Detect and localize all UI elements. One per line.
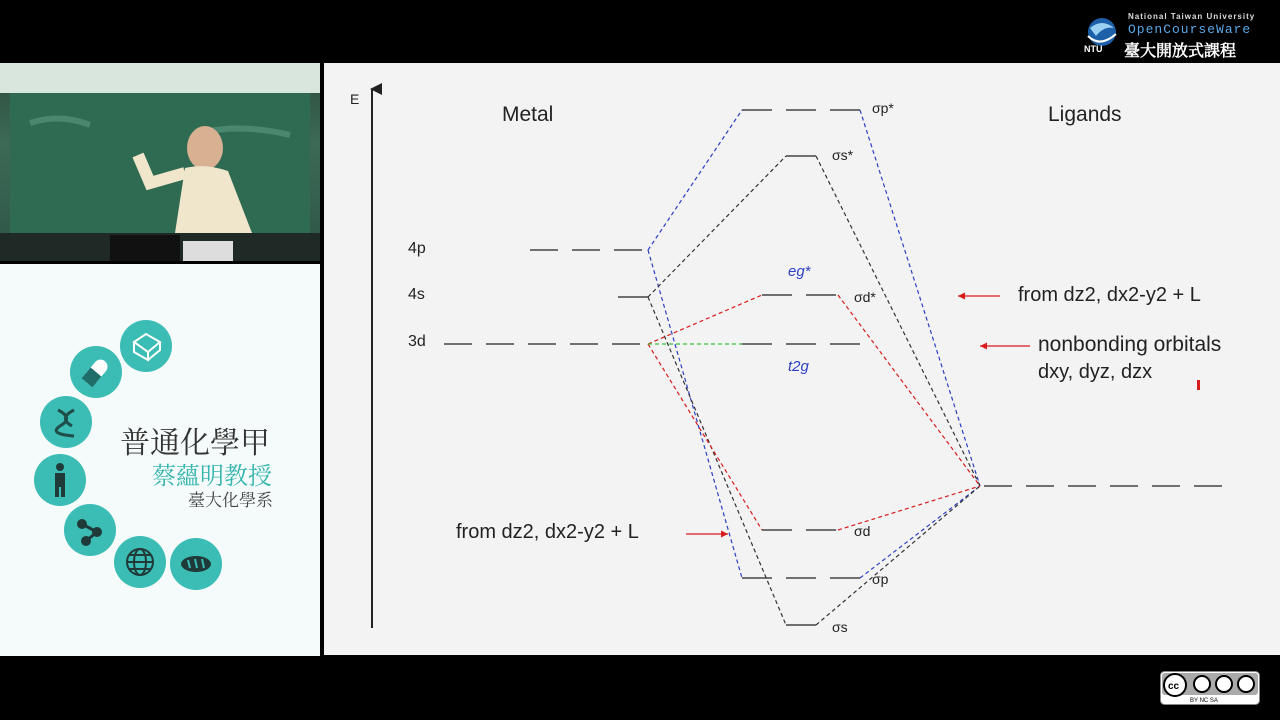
globe-logo-icon	[1082, 14, 1122, 54]
lecturer-video-frame	[0, 63, 320, 261]
ocw-university: National Taiwan University	[1128, 12, 1256, 21]
person-icon	[34, 454, 86, 506]
annotation-from-lower: from dz2, dx2-y2 + L	[456, 521, 639, 543]
ocw-name: OpenCourseWare	[1128, 22, 1252, 37]
slide-mo-diagram	[324, 63, 1280, 655]
cc-license-icon	[1160, 671, 1260, 705]
label-t2g: t2g	[788, 358, 809, 375]
ntu-badge: NTU	[1084, 44, 1103, 54]
label-3d: 3d	[408, 333, 426, 350]
annotation-nonbonding: nonbonding orbitals	[1038, 333, 1222, 356]
label-4s: 4s	[408, 286, 425, 303]
course-professor: 蔡蘊明教授	[152, 462, 272, 490]
globe-icon	[114, 536, 166, 588]
label-sigma-p: σp	[872, 571, 889, 587]
course-department: 臺大化學系	[188, 491, 273, 511]
metal-heading: Metal	[502, 103, 554, 126]
ocw-chinese-name: 臺大開放式課程	[1124, 43, 1237, 60]
cube-icon	[120, 320, 172, 372]
correlation-lines-s	[648, 156, 980, 625]
label-sigma-s-star: σs*	[832, 147, 854, 163]
axis-label: E	[350, 91, 360, 107]
course-panel	[0, 264, 320, 656]
capsule-icon	[70, 346, 122, 398]
cursor-mark	[1197, 380, 1200, 390]
lecture-video	[0, 63, 320, 261]
molecule-icon	[64, 504, 116, 556]
label-4p: 4p	[408, 240, 426, 257]
label-sigma-d: σd	[854, 523, 871, 539]
label-sigma-d-star: σd*	[854, 289, 876, 305]
bread-icon	[170, 538, 222, 590]
ntu-ocw-logo	[1082, 12, 1262, 58]
ligands-heading: Ligands	[1048, 103, 1122, 126]
label-eg-star: eg*	[788, 263, 811, 280]
bottom-bar	[0, 656, 1280, 720]
label-sigma-p-star: σp*	[872, 100, 894, 116]
license-text: BY NC SA	[1190, 698, 1218, 704]
label-sigma-s: σs	[832, 619, 848, 635]
dna-icon	[40, 396, 92, 448]
svg-text:cc: cc	[1168, 681, 1180, 692]
annotation-from-upper: from dz2, dx2-y2 + L	[1018, 284, 1201, 306]
course-title: 普通化學甲	[120, 426, 270, 461]
annotation-nonbonding-orbitals: dxy, dyz, dzx	[1038, 361, 1153, 383]
